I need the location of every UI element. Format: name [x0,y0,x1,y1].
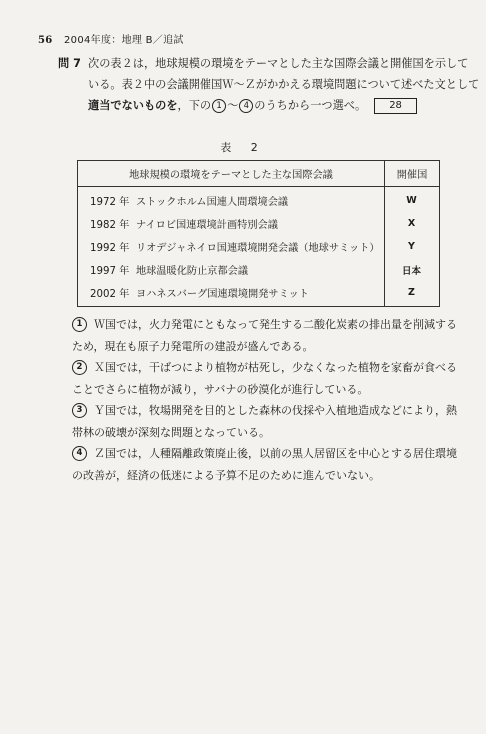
table-row [78,235,440,258]
year: 1982 年 [90,220,130,231]
table-row [78,187,440,213]
header-host: 開催国 [385,161,440,187]
circled-number-1: 1 [212,99,226,113]
table-row [78,281,440,307]
conference-name: リオデジャネイロ国連環境開発会議（地球サミット） [136,243,380,254]
question-text-line-1: 次の表２は，地球規模の環境をテーマとした主な国際会議と開催国を示して [88,57,469,70]
question-text-fragment: ，下の [177,99,212,112]
host-cell: X [385,212,440,235]
page-number: 56 [38,35,53,46]
host-cell: 日本 [385,258,440,281]
option-number: 1 [72,317,87,332]
circled-number-4: 4 [239,99,253,113]
option-text-line-1: Ｚ国では，人種隔離政策廃止後，以前の黒人居留区を中心とする居住環境 [94,447,457,460]
option-text-line-1: Ｙ国では，牧場開発を目的とした森林の伐採や入植地造成などにより，熱 [94,404,457,417]
host-cell: Y [385,235,440,258]
option-3[interactable] [72,400,457,443]
option-text-line-2: ため，現在も原子力発電所の建設が盛んである。 [72,339,314,353]
question-text-line-2: いる。表２中の会議開催国Ｗ～Ｚがかかえる環境問題について述べた文として [88,78,480,91]
question [58,53,480,116]
conference-name: 地球温暖化防止京都会議 [136,266,249,277]
conference-table [77,160,440,307]
page-header [38,31,184,46]
conference-cell [78,281,385,307]
table-caption: 表 2 [220,141,266,154]
conference-name: ヨハネスバーグ国連環境開発サミット [136,289,309,300]
answer-number-box: 28 [374,98,417,114]
option-1[interactable] [72,314,457,357]
year: 1997 年 [90,266,130,277]
option-text-line-2: 帯林の破壊が深刻な問題となっている。 [72,425,270,439]
conference-name: ストックホルム国連人間環境会議 [136,197,289,208]
option-text-line-2: ことでさらに植物が減り，サバナの砂漠化が進行している。 [72,382,369,396]
option-text-line-1: Ｘ国では，干ばつにより植物が枯死し，少なくなった植物を家畜が食べる [94,361,457,374]
option-text-line-1: Ｗ国では，火力発電にともなって発生する二酸化炭素の排出量を削減する [94,318,457,331]
conference-cell [78,235,385,258]
conference-name: ナイロビ国連環境計画特別会議 [136,220,278,231]
table-row [78,212,440,235]
header-conference: 地球規模の環境をテーマとした主な国際会議 [78,161,385,187]
host-cell: W [385,187,440,213]
conference-cell [78,212,385,235]
year: 1972 年 [90,197,130,208]
answer-options [72,314,457,486]
table-header-row [78,161,440,187]
option-number: 3 [72,403,87,418]
year: 1992 年 [90,243,130,254]
question-text-line-3 [58,95,450,116]
option-number: 4 [72,446,87,461]
tilde: ～ [227,99,239,112]
option-text-line-2: の改善が，経済の低迷による予算不足のために進んでいない。 [72,468,380,482]
option-4[interactable] [72,443,457,486]
conference-cell [78,187,385,213]
host-cell: Z [385,281,440,307]
exam-title: 2004年度：地理 B／追試 [64,35,184,46]
emphasis-text: 適当でないものを [88,99,178,112]
table-row [78,258,440,281]
question-number: 問 7 [58,57,81,70]
year: 2002 年 [90,289,130,300]
conference-cell [78,258,385,281]
question-text-fragment: のうちから一つ選べ。 [254,99,367,112]
option-2[interactable] [72,357,457,400]
option-number: 2 [72,360,87,375]
